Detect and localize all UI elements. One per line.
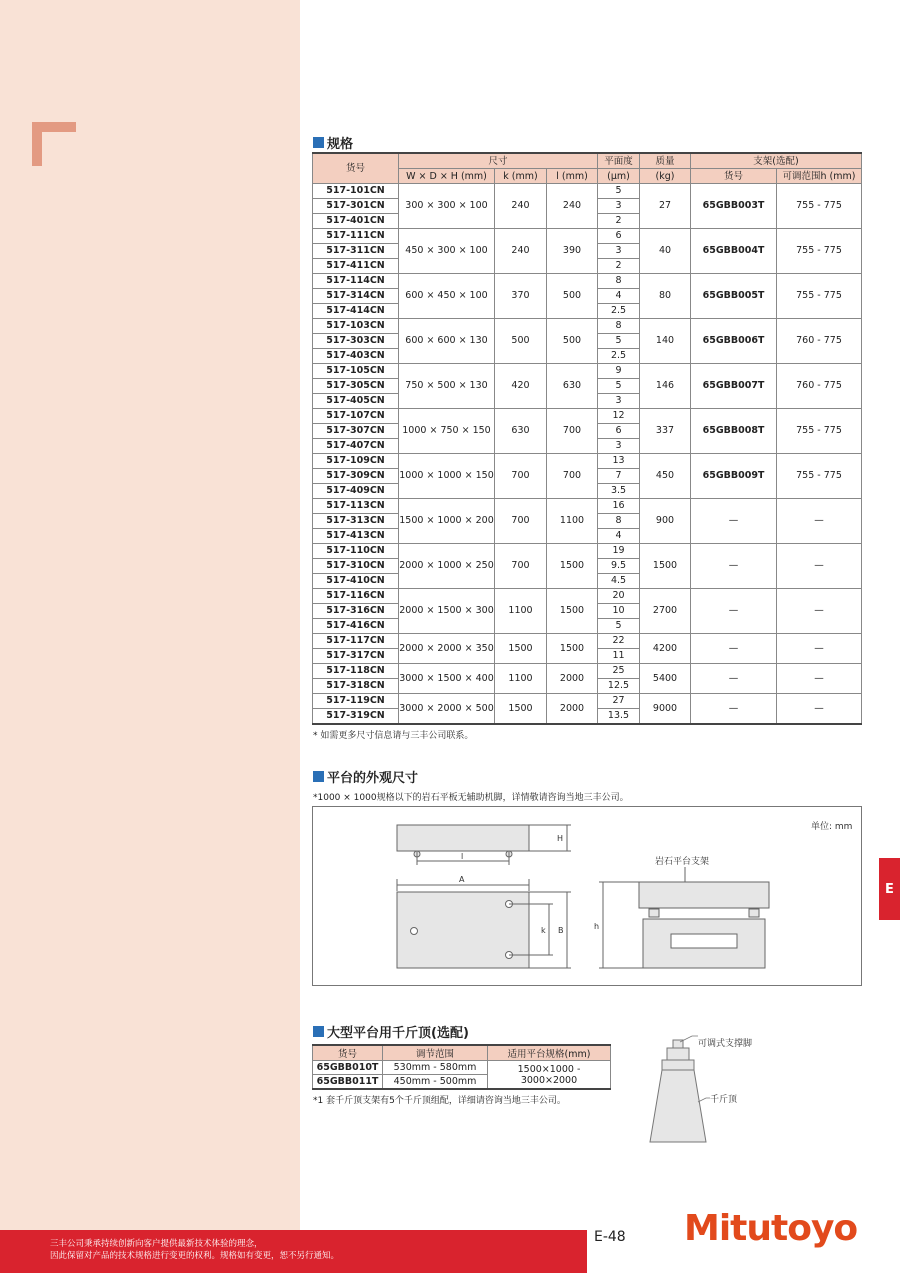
k-cell: 500 [495, 319, 547, 364]
flatness-cell: 12.5 [598, 679, 640, 694]
model-cell: 517-313CN [313, 514, 399, 529]
stand-range-cell: — [777, 544, 862, 589]
model-cell: 517-109CN [313, 454, 399, 469]
size-cell: 600 × 450 × 100 [399, 274, 495, 319]
mass-cell: 27 [640, 184, 691, 229]
spec-section-title: 规格 [313, 133, 353, 152]
label-stand: 岩石平台支架 [655, 857, 710, 867]
k-cell: 370 [495, 274, 547, 319]
jack-model: 65GBB011T [313, 1075, 383, 1090]
flatness-cell: 8 [598, 514, 640, 529]
table-row [313, 634, 862, 649]
k-cell: 700 [495, 544, 547, 589]
k-cell: 1100 [495, 664, 547, 694]
header-flatness-unit: (µm) [598, 169, 640, 184]
page-number: E-48 [594, 1229, 626, 1245]
model-cell: 517-413CN [313, 529, 399, 544]
stand-model-cell: 65GBB006T [691, 319, 777, 364]
stand-model-cell: — [691, 499, 777, 544]
table-row [313, 229, 862, 244]
flatness-cell: 7 [598, 469, 640, 484]
flatness-cell: 4.5 [598, 574, 640, 589]
size-cell: 3000 × 2000 × 500 [399, 694, 495, 725]
size-cell: 750 × 500 × 130 [399, 364, 495, 409]
spec-note: * 如需更多尺寸信息请与三丰公司联系。 [313, 731, 474, 741]
header-wdh: W × D × H (mm) [399, 169, 495, 184]
header-k: k (mm) [495, 169, 547, 184]
model-cell: 517-110CN [313, 544, 399, 559]
flatness-cell: 3 [598, 394, 640, 409]
table-row [313, 409, 862, 424]
k-cell: 240 [495, 229, 547, 274]
flatness-cell: 22 [598, 634, 640, 649]
table-row [313, 664, 862, 679]
model-cell: 517-117CN [313, 634, 399, 649]
brand-logo: Mitutoyo [684, 1208, 858, 1249]
l-cell: 390 [547, 229, 598, 274]
flatness-cell: 6 [598, 229, 640, 244]
model-cell: 517-317CN [313, 649, 399, 664]
mass-cell: 80 [640, 274, 691, 319]
model-cell: 517-410CN [313, 574, 399, 589]
jack-header-applicable: 适用平台规格(mm) [488, 1045, 611, 1061]
flatness-cell: 27 [598, 694, 640, 709]
model-cell: 517-105CN [313, 364, 399, 379]
jack-model: 65GBB010T [313, 1061, 383, 1075]
table-row [313, 694, 862, 709]
spec-table-body [313, 184, 862, 725]
flatness-cell: 12 [598, 409, 640, 424]
model-cell: 517-116CN [313, 589, 399, 604]
l-cell: 630 [547, 364, 598, 409]
flatness-cell: 5 [598, 619, 640, 634]
k-cell: 1100 [495, 589, 547, 634]
model-cell: 517-101CN [313, 184, 399, 199]
jack-header-range: 调节范围 [383, 1045, 488, 1061]
stand-model-cell: 65GBB009T [691, 454, 777, 499]
flatness-cell: 3 [598, 244, 640, 259]
size-cell: 2000 × 1500 × 300 [399, 589, 495, 634]
header-stand-range: 可调范围h (mm) [777, 169, 862, 184]
stand-range-cell: — [777, 499, 862, 544]
size-cell: 1000 × 750 × 150 [399, 409, 495, 454]
header-size: 尺寸 [399, 153, 598, 169]
stand-range-cell: — [777, 589, 862, 634]
model-cell: 517-107CN [313, 409, 399, 424]
stand-model-cell: — [691, 544, 777, 589]
stand-view-block [639, 882, 769, 908]
model-cell: 517-314CN [313, 289, 399, 304]
table-row [313, 319, 862, 334]
model-cell: 517-311CN [313, 244, 399, 259]
model-cell: 517-401CN [313, 214, 399, 229]
k-cell: 1500 [495, 634, 547, 664]
left-panel [0, 0, 300, 1230]
model-cell: 517-318CN [313, 679, 399, 694]
l-cell: 2000 [547, 664, 598, 694]
model-cell: 517-111CN [313, 229, 399, 244]
model-cell: 517-103CN [313, 319, 399, 334]
l-cell: 700 [547, 409, 598, 454]
appearance-note: *1000 × 1000规格以下的岩石平板无辅助机脚，详情敬请咨询当地三丰公司。 [313, 793, 629, 803]
header-mass-unit: (kg) [640, 169, 691, 184]
l-cell: 700 [547, 454, 598, 499]
header-mass: 质量 [640, 153, 691, 169]
flatness-cell: 13.5 [598, 709, 640, 725]
k-cell: 700 [495, 499, 547, 544]
stand-model-cell: 65GBB005T [691, 274, 777, 319]
flatness-cell: 5 [598, 334, 640, 349]
flatness-cell: 5 [598, 184, 640, 199]
stand-model-cell: — [691, 694, 777, 725]
model-cell: 517-119CN [313, 694, 399, 709]
stand-model-cell: — [691, 589, 777, 634]
size-cell: 2000 × 2000 × 350 [399, 634, 495, 664]
mass-cell: 900 [640, 499, 691, 544]
jack-applicable: 1500×1000 - 3000×2000 [488, 1061, 611, 1090]
flatness-cell: 10 [598, 604, 640, 619]
l-cell: 1500 [547, 544, 598, 589]
flatness-cell: 5 [598, 379, 640, 394]
model-cell: 517-309CN [313, 469, 399, 484]
mass-cell: 450 [640, 454, 691, 499]
label-h: h [594, 922, 600, 931]
l-cell: 1500 [547, 634, 598, 664]
model-cell: 517-310CN [313, 559, 399, 574]
k-cell: 240 [495, 184, 547, 229]
model-cell: 517-319CN [313, 709, 399, 725]
stand-model-cell: — [691, 634, 777, 664]
jack-note: *1 套千斤顶支架有5个千斤顶组配，详细请咨询当地三丰公司。 [313, 1096, 566, 1106]
model-cell: 517-409CN [313, 484, 399, 499]
jack-header-model: 货号 [313, 1045, 383, 1061]
stand-model-cell: 65GBB004T [691, 229, 777, 274]
model-cell: 517-414CN [313, 304, 399, 319]
size-cell: 450 × 300 × 100 [399, 229, 495, 274]
flatness-cell: 25 [598, 664, 640, 679]
flatness-cell: 9.5 [598, 559, 640, 574]
header-model: 货号 [313, 153, 399, 184]
stand-range-cell: — [777, 634, 862, 664]
model-cell: 517-411CN [313, 259, 399, 274]
size-cell: 1000 × 1000 × 150 [399, 454, 495, 499]
stand-range-cell: — [777, 694, 862, 725]
header-stand: 支架(选配) [691, 153, 862, 169]
model-cell: 517-403CN [313, 349, 399, 364]
table-row [313, 274, 862, 289]
appearance-section-title: 平台的外观尺寸 [313, 767, 418, 786]
stand-range-cell: 755 - 775 [777, 229, 862, 274]
size-cell: 300 × 300 × 100 [399, 184, 495, 229]
model-cell: 517-303CN [313, 334, 399, 349]
stand-range-cell: — [777, 664, 862, 694]
jack-label-jack: 千斤顶 [710, 1095, 738, 1105]
l-cell: 500 [547, 319, 598, 364]
label-k: k [541, 926, 546, 935]
table-row [313, 499, 862, 514]
corner-mark [32, 122, 76, 166]
appearance-drawing [313, 807, 861, 985]
model-cell: 517-407CN [313, 439, 399, 454]
table-row [313, 184, 862, 199]
l-cell: 1100 [547, 499, 598, 544]
mass-cell: 9000 [640, 694, 691, 725]
flatness-cell: 8 [598, 274, 640, 289]
stand-range-cell: 760 - 775 [777, 364, 862, 409]
stand-model-cell: 65GBB007T [691, 364, 777, 409]
model-cell: 517-113CN [313, 499, 399, 514]
mass-cell: 40 [640, 229, 691, 274]
flatness-cell: 2 [598, 214, 640, 229]
mass-cell: 140 [640, 319, 691, 364]
stand-range-cell: 755 - 775 [777, 409, 862, 454]
table-row [313, 364, 862, 379]
model-cell: 517-114CN [313, 274, 399, 289]
stand-range-cell: 755 - 775 [777, 274, 862, 319]
flatness-cell: 3 [598, 199, 640, 214]
size-cell: 2000 × 1000 × 250 [399, 544, 495, 589]
mass-cell: 5400 [640, 664, 691, 694]
section-tab-e[interactable]: E [879, 858, 900, 920]
flatness-cell: 9 [598, 364, 640, 379]
model-cell: 517-405CN [313, 394, 399, 409]
header-flatness: 平面度 [598, 153, 640, 169]
size-cell: 1500 × 1000 × 200 [399, 499, 495, 544]
flatness-cell: 19 [598, 544, 640, 559]
model-cell: 517-301CN [313, 199, 399, 214]
flatness-cell: 3.5 [598, 484, 640, 499]
appearance-diagram [312, 806, 862, 986]
mass-cell: 1500 [640, 544, 691, 589]
jack-range: 450mm - 500mm [383, 1075, 488, 1090]
flatness-cell: 8 [598, 319, 640, 334]
jack-section-title: 大型平台用千斤顶(选配) [313, 1022, 469, 1041]
jack-range: 530mm - 580mm [383, 1061, 488, 1075]
jack-label-adjustable: 可调式支撑脚 [698, 1039, 753, 1049]
flatness-cell: 11 [598, 649, 640, 664]
flatness-cell: 2.5 [598, 304, 640, 319]
header-l: l (mm) [547, 169, 598, 184]
table-row [313, 454, 862, 469]
label-unit: 单位: mm [811, 822, 853, 832]
stand-range-cell: 755 - 775 [777, 454, 862, 499]
flatness-cell: 13 [598, 454, 640, 469]
k-cell: 630 [495, 409, 547, 454]
footer-disclaimer: 三丰公司秉承持续创新向客户提供最新技术体验的理念， 因此保留对产品的技术规格进行变更的权利。规格如有变更，恕不另行通知。 [50, 1239, 340, 1261]
stand-model-cell: — [691, 664, 777, 694]
flatness-cell: 3 [598, 439, 640, 454]
flatness-cell: 6 [598, 424, 640, 439]
label-l: l [461, 852, 464, 861]
label-A: A [459, 875, 465, 884]
jack-figure [640, 1030, 770, 1150]
stand-range-cell: 760 - 775 [777, 319, 862, 364]
flatness-cell: 2.5 [598, 349, 640, 364]
header-stand-model: 货号 [691, 169, 777, 184]
model-cell: 517-307CN [313, 424, 399, 439]
table-row [313, 589, 862, 604]
flatness-cell: 16 [598, 499, 640, 514]
k-cell: 420 [495, 364, 547, 409]
spec-table [312, 152, 862, 725]
flatness-cell: 2 [598, 259, 640, 274]
jack-table [312, 1044, 611, 1090]
table-row [313, 544, 862, 559]
l-cell: 500 [547, 274, 598, 319]
table-row [313, 1061, 611, 1075]
size-cell: 3000 × 1500 × 400 [399, 664, 495, 694]
mass-cell: 4200 [640, 634, 691, 664]
l-cell: 2000 [547, 694, 598, 725]
stand-model-cell: 65GBB008T [691, 409, 777, 454]
model-cell: 517-316CN [313, 604, 399, 619]
k-cell: 1500 [495, 694, 547, 725]
size-cell: 600 × 600 × 130 [399, 319, 495, 364]
label-B: B [558, 926, 564, 935]
flatness-cell: 4 [598, 529, 640, 544]
flatness-cell: 20 [598, 589, 640, 604]
label-H: H [557, 834, 564, 843]
model-cell: 517-118CN [313, 664, 399, 679]
side-view-block [397, 825, 529, 851]
mass-cell: 146 [640, 364, 691, 409]
mass-cell: 2700 [640, 589, 691, 634]
flatness-cell: 4 [598, 289, 640, 304]
model-cell: 517-416CN [313, 619, 399, 634]
l-cell: 1500 [547, 589, 598, 634]
stand-model-cell: 65GBB003T [691, 184, 777, 229]
l-cell: 240 [547, 184, 598, 229]
mass-cell: 337 [640, 409, 691, 454]
k-cell: 700 [495, 454, 547, 499]
model-cell: 517-305CN [313, 379, 399, 394]
stand-range-cell: 755 - 775 [777, 184, 862, 229]
